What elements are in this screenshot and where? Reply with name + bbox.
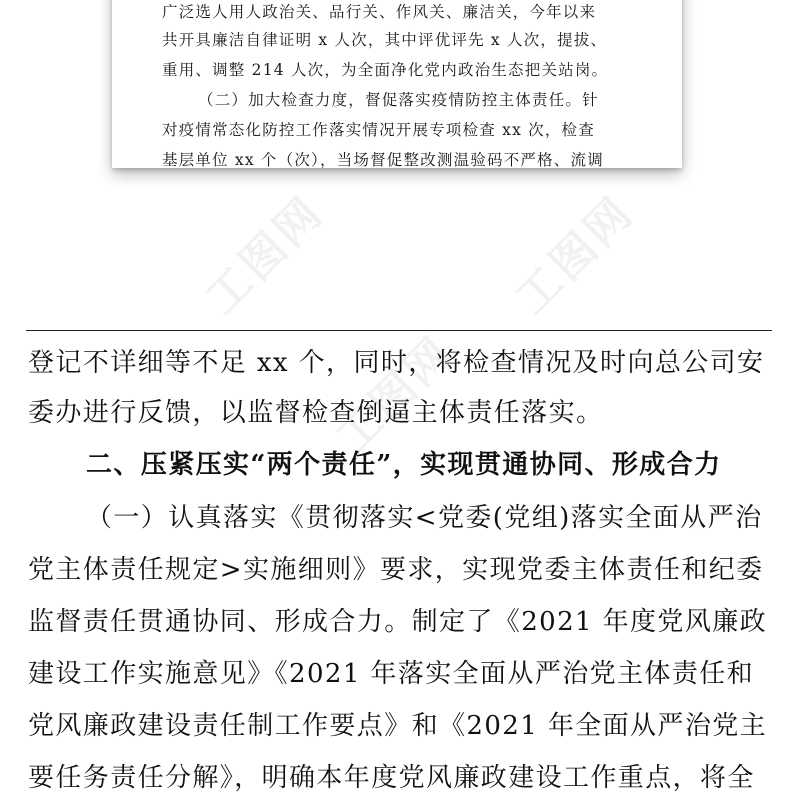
paragraph-line: （一）认真落实《贯彻落实<党委(党组)落实全面从严治 (86, 503, 763, 533)
preview-line: 共开具廉洁自律证明 x 人次，其中评优评先 x 人次，提拔、 (162, 31, 608, 49)
watermark-logo: 工图网 (326, 326, 465, 465)
paragraph-line: 党风廉政建设责任制工作要点》和《2021 年全面从严治党主 (28, 711, 768, 741)
preview-line: 对疫情常态化防控工作落实情况开展专项检查 xx 次，检查 (162, 121, 595, 139)
section-heading: 二、压紧压实“两个责任”，实现贯通协同、形成合力 (86, 450, 722, 480)
paragraph-line: 党主体责任规定>实施细则》要求，实现党委主体责任和纪委 (28, 555, 764, 585)
page-divider (26, 330, 772, 331)
paragraph-line: 登记不详细等不足 xx 个，同时，将检查情况及时向总公司安 (28, 348, 765, 378)
preview-line: （二）加大检查力度，督促落实疫情防控主体责任。针 (198, 91, 599, 109)
preview-line: 广泛选人用人政治关、品行关、作风关、廉洁关，今年以来 (162, 3, 597, 21)
paragraph-line: 委办进行反馈，以监督检查倒逼主体责任落实。 (28, 398, 604, 428)
paragraph-line: 监督责任贯通协同、形成合力。制定了《2021 年度党风廉政 (28, 607, 768, 637)
watermark-logo: 工图网 (196, 186, 335, 325)
paragraph-line: 建设工作实施意见》《2021 年落实全面从严治党主体责任和 (28, 659, 755, 689)
preview-line: 基层单位 xx 个（次），当场督促整改测温验码不严格、流调 (162, 151, 604, 168)
document-preview-card (112, 0, 682, 168)
watermark-logo: 工图网 (506, 186, 645, 325)
paragraph-line: 要任务责任分解》，明确本年度党风廉政建设工作重点，将全 (28, 763, 755, 793)
preview-line: 重用、调整 214 人次，为全面净化党内政治生态把关站岗。 (162, 61, 609, 79)
